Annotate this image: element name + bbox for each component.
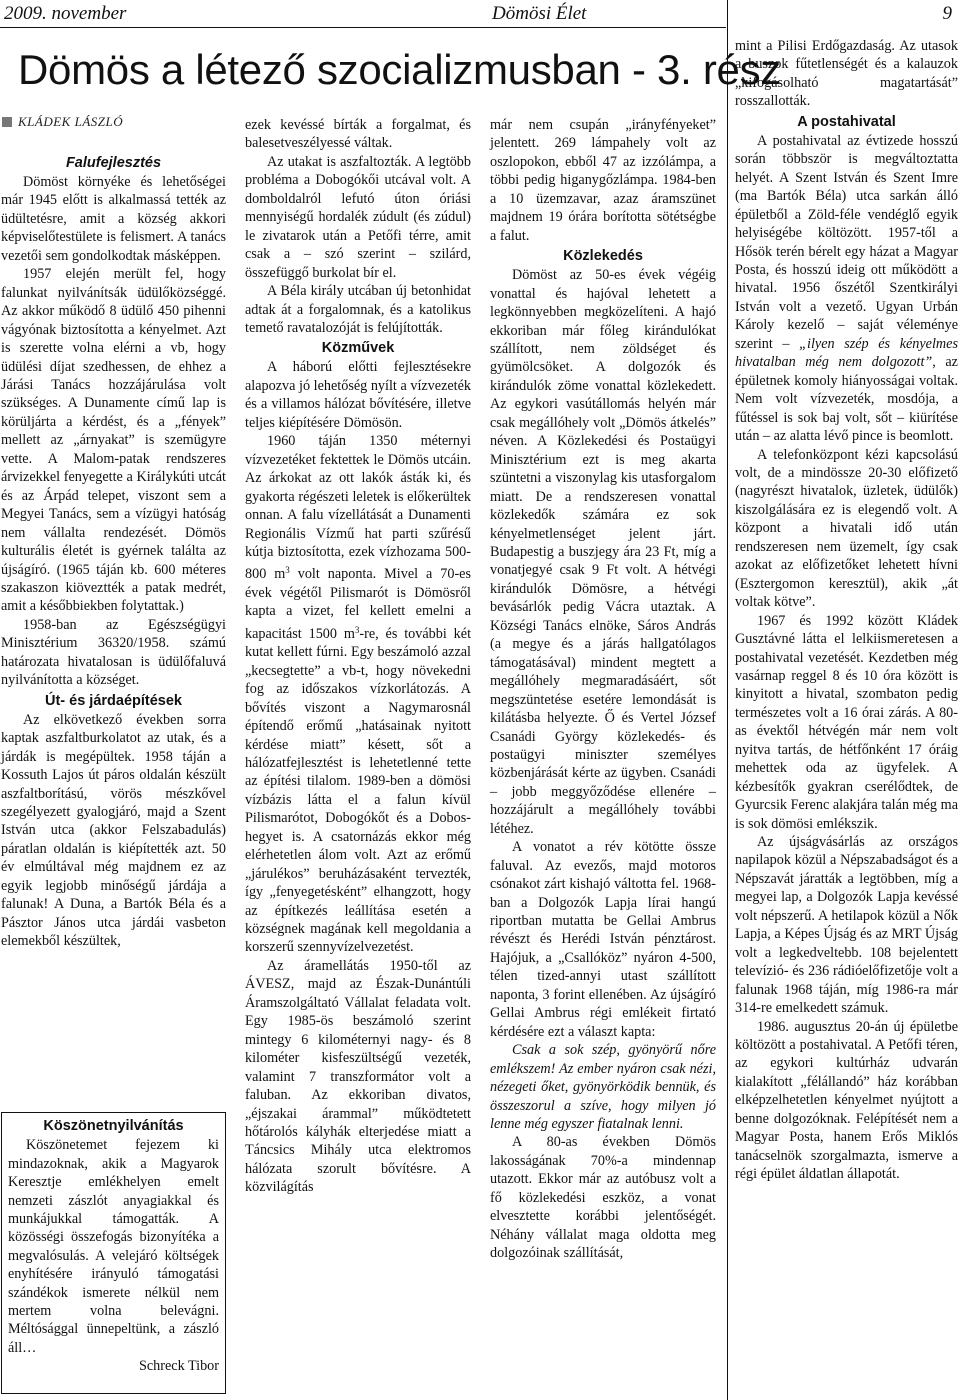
paragraph: Dömöst környéke és lehetőségei már 1945 előtt is alkalmassá tették az üdültetésre, amit a község akkori képviselőtestülete is felismert. A tanács vezetői sem gondolkodtak másképpen. — [1, 174, 226, 264]
article-column-2 — [245, 116, 471, 1197]
quote-paragraph: Csak a sok szép, gyönyörű nőre emlékszem! Az ember nyáron csak nézi, nézegeti őket, gyönyörködik bennük, és összeszorul a szíve, hogy milyen jó lenne még egyszer fiatalnak lenni. — [490, 1042, 716, 1133]
paragraph: Dömöst az 50-es évek végéig vonattal és hajóval lehetett a legkönnyebben megközelíteni. A hajó ekkoriban már főleg kirándulókat szállított, nem zöldséget és gyümölcsöket. A dolgozók és kirándulók zöme vonattal közlekedett. Az egykori vasútállomás helyén már csak megállóhely volt „Dömös átkelés” néven. A Közlekedési és Postaügyi Minisztérium ezt is meg akarta szüntetni a viszonylag kis utasforgalom miatt. De a rendszeresen vonattal közlekedők számára ez sok kényelmetlenséget jelent járt. Budapestig a buszjegy ára 23 Ft, míg a vonatjegyé csak 9 Ft volt. A hétvégi kirándulók Dömösre, a hétvégi bevásárlók pedig Vácra utaztak. A Községi Tanács elnöke, Sáros András (a megye és a járás hallgatólagos támogatásával) mindent megtett a megállóhely megmaradásáért, sőt megszüntetése esetére lemondását is kilátásba helyezte. Ő és Vertel József Csanádi György közlekedés- és postaügyi miniszter személyes közbenjárását kérte az ügyben. Csanádi – jobb meggyőződése ellenére – hozzájárult a megállóhely további létéhez. — [490, 267, 716, 837]
paragraph: 1957 elején merült fel, hogy falunkat nyilvánítsák üdülőközséggé. Az akkor működő 8 üdülő 450 pihenni vágyónak biztosította a kényelmet. Azt is szerette volna elérni a vb, hogy üdülési díjat szedhessen, de ehhez a Járási Tanács hozzájárulása volt szükséges. A Dunamente című lap is körüljárta a kérdést, és a „fények” mellett az „árnyakat” is szemügyre vette. A Malom-patak rendszeres árvizekkel fenyegette a Királykúti utcát és az Árpád telepet, viszont sem a Megyei Tanács, sem a vízügyi hatóság nem vállalta rendezését. Dömös kulturális életét is gyérnek találta az újságíró. (1965 táján kb. 600 méteres szakaszon kiöveztték a patak medrét, amit a későbbiekben folytattak.) — [1, 266, 226, 615]
paragraph: A Béla király utcában új betonhidat adtak át a forgalomnak, és a katolikus temető ravatalozóját is felújították. — [245, 283, 471, 336]
paragraph — [245, 432, 471, 957]
section-heading-kozmuvek: Közművek — [321, 340, 395, 357]
paragraph: már nem csupán „irányfényeket” jelentett. 269 lámpahely volt az oszlopokon, ebből 47 az izzólámpa, a többi pedig higanygőzlámpa. 1984-ben a 10 üzemzavar, azaz áramszünet majdnem 19 órára borította sötétségbe a falut. — [490, 117, 716, 244]
paragraph: Az áramellátás 1950-től az ÁVESZ, majd az Észak-Dunántúli Áramszolgáltató Vállalat feladata volt. Egy 1985-ös beszámoló szerint mintegy 6 kilométernyi nagy- és 8 kilométer kisfeszültségű vezeték, valamint 7 transzformátor volt a faluban. Az ekkoriban divatos, „éjszakai árammal” működtetett hőtárolós kályhák elterjedése miatt a Táncsics Mihály utca elektromos hálózata szorult bővítésre. A közvilágítás — [245, 957, 471, 1196]
acknowledgement-signature: Schreck Tibor — [138, 1358, 219, 1375]
acknowledgement-title: Köszönetnyilvánítás — [43, 1118, 184, 1134]
paragraph: A 80-as években Dömös lakosságának 70%-a mindennap utazott. Ekkor már az autóbusz volt a fő közlekedési eszköz, a vonat elvesztette korábbi jelentőségét. Néhány vállalat maga oldotta meg dolgozóinak szállítását, — [490, 1134, 716, 1262]
text-run: A postahivatal az évtizede hosszú során többször is megváltoztatta helyét. A Szent István és Szent Imre (ma Bartók Béla) utca sarkán álló épületből a Zöld-féle vendéglő egyik helyiségébe költözött. 1957-től a Hősök terén bérelt egy házat a Magyar Posta, és hosszú ideig ott működött a hivatal. 1956 őszétől Szentkirályi István volt a vezető. Ugyan Urbán Károly kezelő – saját véleménye szerint – — [735, 132, 958, 352]
text-run: 1960 táján 1350 méternyi vízvezetéket fektettek le Dömös utcáin. Az árkokat az ott lakók ásták ki, és gyakorta régészeti leletek is előkerültek onnan. A falu vízellátását a Dunamenti Regionális Vízmű hat parti szűrésű kútja biztosította, ezek vízhozama 500-800 m — [245, 433, 471, 583]
author-byline — [2, 114, 123, 130]
section-heading-ut-es-jardaepitesek: Út- és járdaépítések — [44, 692, 182, 709]
acknowledgement-text: Köszönetemet fejezem ki mindazoknak, akik a Magyarok Keresztje emlékhelyen emelt nemzeti zászlót anyagiakkal és munkájukkal támogatták. A közösségi összefogás bizonyítéka a megvalósulás. A velejáró költségek enyhítésére irányuló támogatási szándékok ismerete nélkül nem mertem volna belevágni. Méltósággal ünnepeltünk, a zászló áll… — [8, 1137, 219, 1356]
article-column-4 — [735, 37, 958, 1184]
paragraph: A háború előtti fejlesztésekre alapozva jó lehetőség nyílt a vízvezeték és a villamos hálózat bővítésére, illetve teljes kiépítésére Dömösön. — [245, 359, 471, 431]
paragraph: A vonatot a rév kötötte össze faluval. Az evezős, majd motoros csónakot zárt kishajó váltotta fel. 1968-ban a Dolgozók Lapja lírai hangú riportban mutatta be Gellai Ambrus révészt és Herédi István pénztárost. Hajójuk, a „Csallóköz” nyáron 4-500, télen tized-annyi utast szállított naponta, 3 forint ellenében. Az újságíró Gellai Ambrus régi emlékeit firtató kérdésére ezt a választ kapta: — [490, 839, 716, 1040]
paragraph: ezek kevéssé bírták a forgalmat, és balesetveszélyessé váltak. — [245, 117, 471, 152]
author-name: KLÁDEK LÁSZLÓ — [18, 114, 124, 129]
text-run: volt naponta. Mivel a 70-es évek végétől Pilismarót is Dömösről kapta a vizet, fel kellett emelni a kapacitást 1500 m — [245, 566, 471, 642]
section-heading-falufejlesztes: Falufejlesztés — [65, 155, 162, 171]
paragraph: Az utakat is aszfaltozták. A legtöbb probléma a Dobogókői utcával volt. A domboldalról lefutó úton óriási mennyiségű hordalék zúdult (és zúdul) le zivatarok után a Petőfi térre, amit csak a – szó szerint – szilárd, összefüggő burkolat bír el. — [245, 153, 471, 281]
byline-square-icon — [2, 117, 12, 127]
header-page-number: 9 — [942, 3, 952, 24]
paragraph: A telefonközpont kézi kapcsolású volt, de a mindössze 20-30 előfizető (nagyrészt hivatalok, üzletek, üdülők) kiszolgálására ez is elegendő volt. A központ a hivatali idő után rendszeresen nem üzemelt, így csak azokat az előfizetőket lehetett hívni (Esztergomon keresztül), akik „át voltak kötve”. — [735, 446, 958, 611]
header-publication-name: Dömösi Élet — [492, 3, 587, 24]
article-title: Dömös a létező szocializmusban - 3. rész — [18, 46, 781, 93]
superscript: 3 — [354, 624, 360, 635]
paragraph: 1967 és 1992 között Kládek Gusztávné látta el lelkiismeretesen a postahivatal vezetését. Kezdetben még vasárnap reggel 8 és 10 óra között is kinyitott a hivatal, szombaton pedig természetes volt a 16 órai zárás. A 80-as évektől hétvégén már nem volt nyitva tartás, de hétfőnként 17 óráig mehettek oda az ügyfelek. A kézbesítők gyakran cserélődtek, de Gyurcsik Ferenc alakjára talán még ma is sok dömösi emlékszik. — [735, 612, 958, 832]
italic-quote: „ilyen szép és kényelmes hivatalban még nem dolgozott” — [735, 335, 958, 371]
paragraph: 1986. augusztus 20-án új épületbe költözött a postahivatal. A Petőfi téren, az egykori kultúrház udvarán kialakított „félállandó” ház korábban elképzelhetetlen kényelmet nyújtott a benne dolgozóknak. Felépítését nem a Magyar Posta, hanem Erős Miklós tanácselnök szorgalmazta, ismerve a régi épület áldatlan állapotát. — [735, 1018, 958, 1183]
article-column-3 — [490, 116, 716, 1263]
text-run: -re, és további két kutat kellett fúrni. Egy beszámoló azzal „kecsegtette” a vb-t, hogy növekedni fog az időszakos vízkorlátozás. A bővítés viszont a Nagymarosnál építendő erőmű „hatásainak nyitott kérdése miatt” késett, sőt a hálózatfejlesztést is lehetetlenné tette az építési tilalom. 1989-ben a dömösi vízbázis látta el a falun kívül Pilismarótot, Dobogókőt és a Dobos-hegyet is. A csatornázás ekkor még elérhetetlen álom volt. Azt az erőmű „járulékos” beruházásaként tervezték, így „fenyegetésként” elhangzott, hogy az építkezés leállítása esetén a községnek magának kell megoldania a korszerű szennyvízelvezetést. — [245, 625, 472, 956]
section-heading-kozlekedes: Közlekedés — [563, 248, 643, 265]
header-rule — [0, 27, 726, 28]
paragraph — [735, 132, 958, 446]
column-separator-line — [727, 0, 728, 1400]
paragraph: Az elkövetkező években sorra kaptak aszfaltburkolatot az utak, és a járdák is megépültek. 1958 táján a Kossuth Lajos út páros oldalán készült aszfaltborítású, vörös mészkővel szegélyezett gyalogjáró, majd a Szent István utca (akkor Felszabadulás) páratlan oldalán is kiépítették azt. 50 év elmúltával még majdnem ez az egyik legjobb minőségű járdája a falunak! A Duna, a Bartók Béla és a Pásztor János utca járdái vasbeton elemekből készültek, — [1, 711, 226, 950]
paragraph: Az újságvásárlás az országos napilapok közül a Népszabadságot és a Népszavát járatták a legtöbben, míg a megyei lap, a Dolgozók Lapja kevéssé volt népszerű. A hetilapok közül a Nők Lapja, a Képes Újság és az MRT Újság volt a legkedveltebb. 108 bejelentett televízió- és 236 rádióelőfizetője volt a falunak 1968 táján, míg 1986-ra már 314-re emelkedett számuk. — [735, 834, 958, 1017]
section-heading-postahivatal: A postahivatal — [797, 113, 896, 130]
paragraph: mint a Pilisi Erdőgazdaság. Az utasok a buszok fűtetlenségét és a kalauzok „kifogásolható magatartását” rosszallották. — [735, 38, 958, 110]
text-run: , az épületnek komoly hiányosságai voltak. Nem volt vízvezeték, mosdója, a fűtéssel is sok baj volt, sőt – kiürítése után – az alatta lévő pince is beomlott. — [735, 354, 958, 445]
acknowledgement-box — [1, 1112, 226, 1394]
paragraph: 1958-ban az Egészségügyi Minisztérium 36320/1958. számú határozata hivatalosan is üdülőfaluvá nyilvánította a községet. — [1, 616, 226, 689]
header-date: 2009. november — [4, 3, 127, 24]
superscript: 3 — [285, 565, 290, 576]
article-column-1 — [1, 152, 226, 951]
